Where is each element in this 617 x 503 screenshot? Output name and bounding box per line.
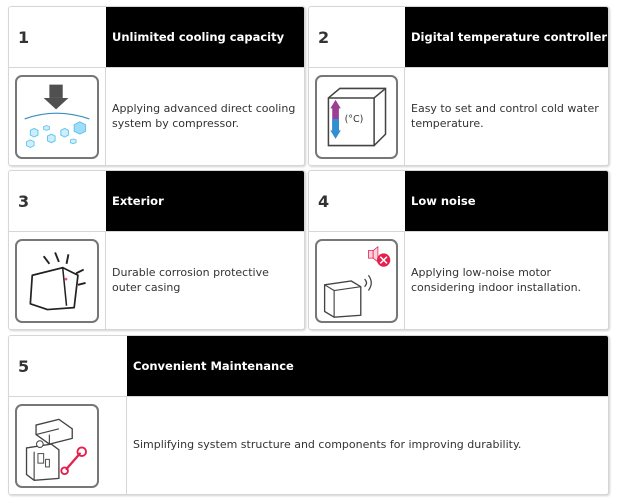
feature-description: Durable corrosion protective outer casing bbox=[112, 266, 269, 294]
feature-title: Digital temperature controller bbox=[405, 7, 608, 67]
feature-number: 3 bbox=[9, 171, 106, 231]
feature-title: Exterior bbox=[106, 171, 304, 231]
feature-card-3 bbox=[8, 170, 305, 330]
feature-title: Convenient Maintenance bbox=[127, 336, 608, 396]
feature-card-4 bbox=[308, 170, 609, 330]
feature-number: 4 bbox=[309, 171, 405, 231]
feature-number: 5 bbox=[9, 336, 127, 396]
low-noise-icon bbox=[315, 239, 398, 323]
icon-cell bbox=[9, 68, 106, 165]
icon-cell bbox=[9, 397, 127, 494]
feature-card-2 bbox=[308, 6, 609, 166]
feature-description: Easy to set and control cold water temperature. bbox=[411, 102, 599, 130]
feature-description: Simplifying system structure and components for improving durability. bbox=[133, 438, 522, 452]
feature-number: 1 bbox=[9, 7, 106, 67]
feature-card-5 bbox=[8, 335, 609, 495]
maintenance-icon bbox=[15, 404, 99, 488]
feature-title: Low noise bbox=[405, 171, 608, 231]
feature-description: Applying low-noise motor considering indoor installation. bbox=[411, 266, 582, 294]
feature-title: Unlimited cooling capacity bbox=[106, 7, 304, 67]
celsius-label: (°C) bbox=[344, 113, 364, 125]
temperature-controller-icon bbox=[315, 75, 398, 159]
casing-icon bbox=[15, 239, 99, 323]
compressor-cooling-icon bbox=[15, 75, 99, 159]
icon-cell bbox=[9, 232, 106, 329]
icon-cell bbox=[309, 232, 405, 329]
icon-cell bbox=[309, 68, 405, 165]
feature-description: Applying advanced direct cooling system by compressor. bbox=[112, 102, 296, 130]
feature-card-1 bbox=[8, 6, 305, 166]
feature-number: 2 bbox=[309, 7, 405, 67]
